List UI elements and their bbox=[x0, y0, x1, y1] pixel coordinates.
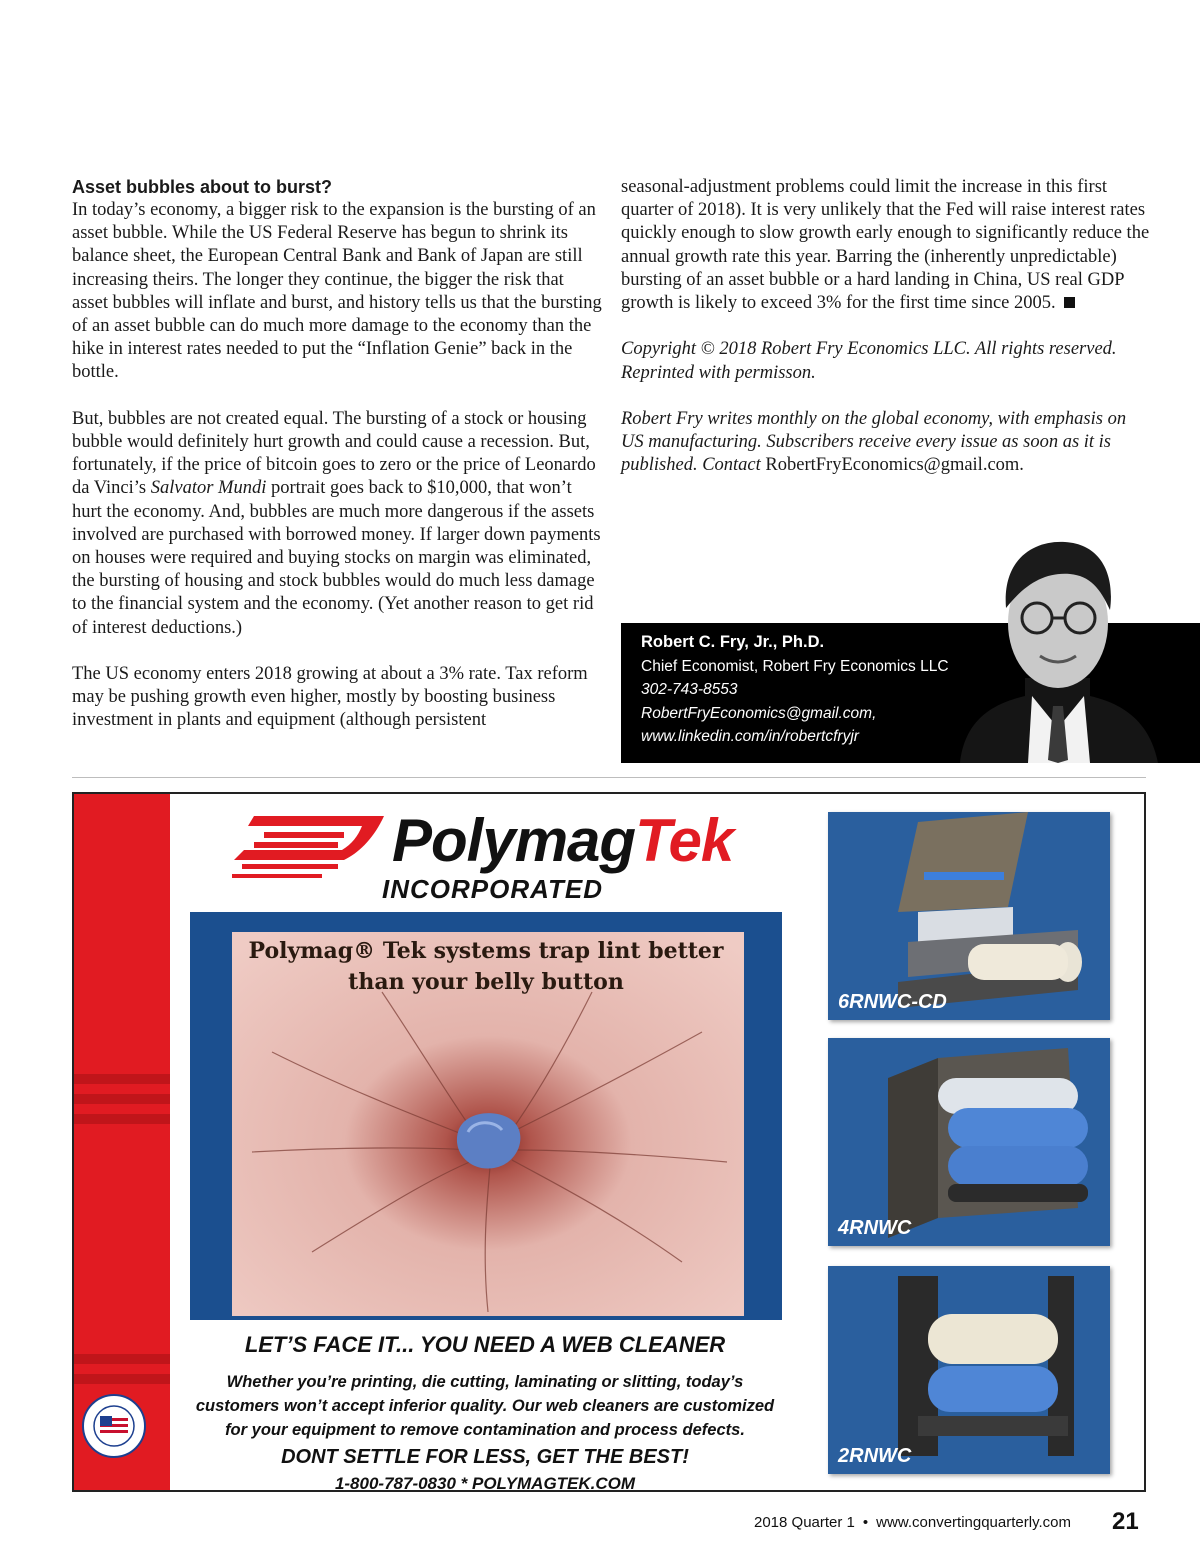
author-note bbox=[621, 408, 1151, 478]
logo-wordmark bbox=[392, 806, 733, 875]
ad-headline-line: Polymag® Tek systems trap lint better bbox=[248, 938, 724, 964]
ad-call-to-action: DONT SETTLE FOR LESS, GET THE BEST! bbox=[281, 1446, 689, 1468]
issue-label: 2018 Quarter 1 bbox=[754, 1514, 855, 1531]
paragraph-text: portrait goes back to $10,000, that won’t hurt the economy. And, bubbles are much more dangerous if the assets involved are purchased with borrowed money. If larger down payments on houses were required and buying stocks on margin was eliminated, the bursting of housing and stock bubbles would do much less damage to the financial system and the economy. (Yet another reason to get rid of interest deductions.) bbox=[72, 478, 601, 638]
paragraph-text: But, bubbles are not created equal. The bursting of a stock or housing bubble would definitely hurt growth and could cause a recession. But, fortunately, if the price of bitcoin goes to zero or the price of Leonardo da Vinci’s bbox=[72, 408, 596, 499]
product-panel[interactable] bbox=[828, 1038, 1110, 1246]
article-right-column bbox=[621, 176, 1151, 501]
ad-stripe bbox=[74, 1374, 170, 1384]
author-portrait bbox=[940, 528, 1160, 763]
product-photo-4rnwc bbox=[828, 1038, 1110, 1246]
section-heading: Asset bubbles about to burst? bbox=[72, 177, 333, 197]
made-in-usa-seal-icon bbox=[82, 1394, 146, 1458]
page-footer bbox=[754, 1514, 1071, 1531]
logo-subtitle: INCORPORATED bbox=[382, 874, 603, 904]
logo-swoosh-icon bbox=[224, 808, 394, 908]
product-label: 2RNWC bbox=[838, 1445, 912, 1467]
ad-contact-line[interactable]: 1-800-787-0830 * POLYMAGTEK.COM bbox=[334, 1474, 636, 1492]
product-label: 4RNWC bbox=[838, 1217, 912, 1239]
paragraph-text: seasonal-adjustment problems could limit the increase in this first quarter of 2018). It is very unlikely that the Fed will raise interest rates quickly enough to slow growth early enough to significantly reduce the annual growth rate this year. Barring the (inherently unpredictable) bursting of an asset bubble or a hard landing in China, US real GDP growth is likely to exceed 3% for the first time since 2005. bbox=[621, 177, 1150, 314]
ad-stripe bbox=[74, 1354, 170, 1364]
paragraph bbox=[72, 199, 602, 385]
product-photo-2rnwc bbox=[828, 1266, 1110, 1474]
ad-headline-line: than your belly button bbox=[348, 969, 624, 995]
ad-red-sidebar bbox=[74, 794, 170, 1490]
copyright-note: Copyright © 2018 Robert Fry Economics LLC. All rights reserved. Reprinted with permisson. bbox=[621, 339, 1117, 383]
author-linkedin[interactable]: www.linkedin.com/in/robertcfryjr bbox=[641, 728, 859, 745]
footer-separator: • bbox=[862, 1514, 869, 1531]
author-bio-text bbox=[641, 631, 949, 749]
product-photo-6rnwc-cd bbox=[828, 812, 1110, 1020]
advertisement[interactable] bbox=[72, 792, 1146, 1492]
paragraph-text: In today’s economy, a bigger risk to the expansion is the bursting of an asset bubble. While the US Federal Reserve has begun to shrink its balance sheet, the European Central Bank and Bank of Japan are still increasing theirs. The longer they continue, the bigger the risk that asset bubbles will inflate and burst, and history tells us that the bursting of an asset bubble can do much more damage to the economy than the hike in interest rates needed to put the “Inflation Genie” back in the bottle. bbox=[72, 200, 602, 383]
ad-stripe bbox=[74, 1074, 170, 1084]
author-email[interactable]: RobertFryEconomics@gmail.com, bbox=[641, 704, 877, 722]
author-title: Chief Economist, Robert Fry Economics LLC bbox=[641, 657, 949, 675]
ad-stripe bbox=[74, 1094, 170, 1104]
author-note-text: Robert Fry writes monthly on the global economy, with emphasis on US manufacturing. Subscribers receive every issue as soon as it is published. Contact bbox=[621, 409, 1127, 476]
ad-stripe bbox=[74, 1114, 170, 1124]
logo-main-text: Polymag bbox=[392, 807, 636, 874]
ad-headline bbox=[190, 936, 782, 998]
logo-accent-text: Tek bbox=[635, 807, 734, 874]
paragraph-text: The US economy enters 2018 growing at about a 3% rate. Tax reform may be pushing growth even higher, mostly by boosting business investment in plants and equipment (although persistent bbox=[72, 664, 588, 731]
ad-body-copy bbox=[170, 1370, 800, 1442]
company-logo bbox=[224, 804, 784, 914]
hero-photo-frame bbox=[190, 912, 782, 1320]
website-link[interactable]: www.convertingquarterly.com bbox=[876, 1514, 1071, 1531]
product-panel[interactable] bbox=[828, 812, 1110, 1020]
product-label: 6RNWC-CD bbox=[838, 991, 947, 1013]
product-panel[interactable] bbox=[828, 1266, 1110, 1474]
ad-body-line: Whether you’re printing, die cutting, laminating or slitting, today’s bbox=[226, 1373, 744, 1391]
paragraph bbox=[72, 663, 602, 733]
page-number: 21 bbox=[1112, 1508, 1139, 1535]
paragraph bbox=[72, 408, 602, 640]
contact-email[interactable]: RobertFryEconomics@gmail.com. bbox=[760, 455, 1024, 476]
ad-body-line: customers won’t accept inferior quality. Our web cleaners are customized bbox=[195, 1397, 775, 1415]
end-of-article-icon bbox=[1064, 297, 1075, 308]
ad-tagline: LET’S FACE IT... YOU NEED A WEB CLEANER bbox=[244, 1332, 726, 1357]
paragraph bbox=[621, 176, 1151, 315]
article-left-column bbox=[72, 176, 602, 756]
divider-rule bbox=[72, 777, 1146, 778]
author-name: Robert C. Fry, Jr., Ph.D. bbox=[641, 633, 825, 651]
artwork-title: Salvator Mundi bbox=[150, 478, 267, 499]
ad-body-line: for your equipment to remove contamination and process defects. bbox=[225, 1421, 745, 1439]
author-phone: 302-743-8553 bbox=[641, 681, 738, 698]
